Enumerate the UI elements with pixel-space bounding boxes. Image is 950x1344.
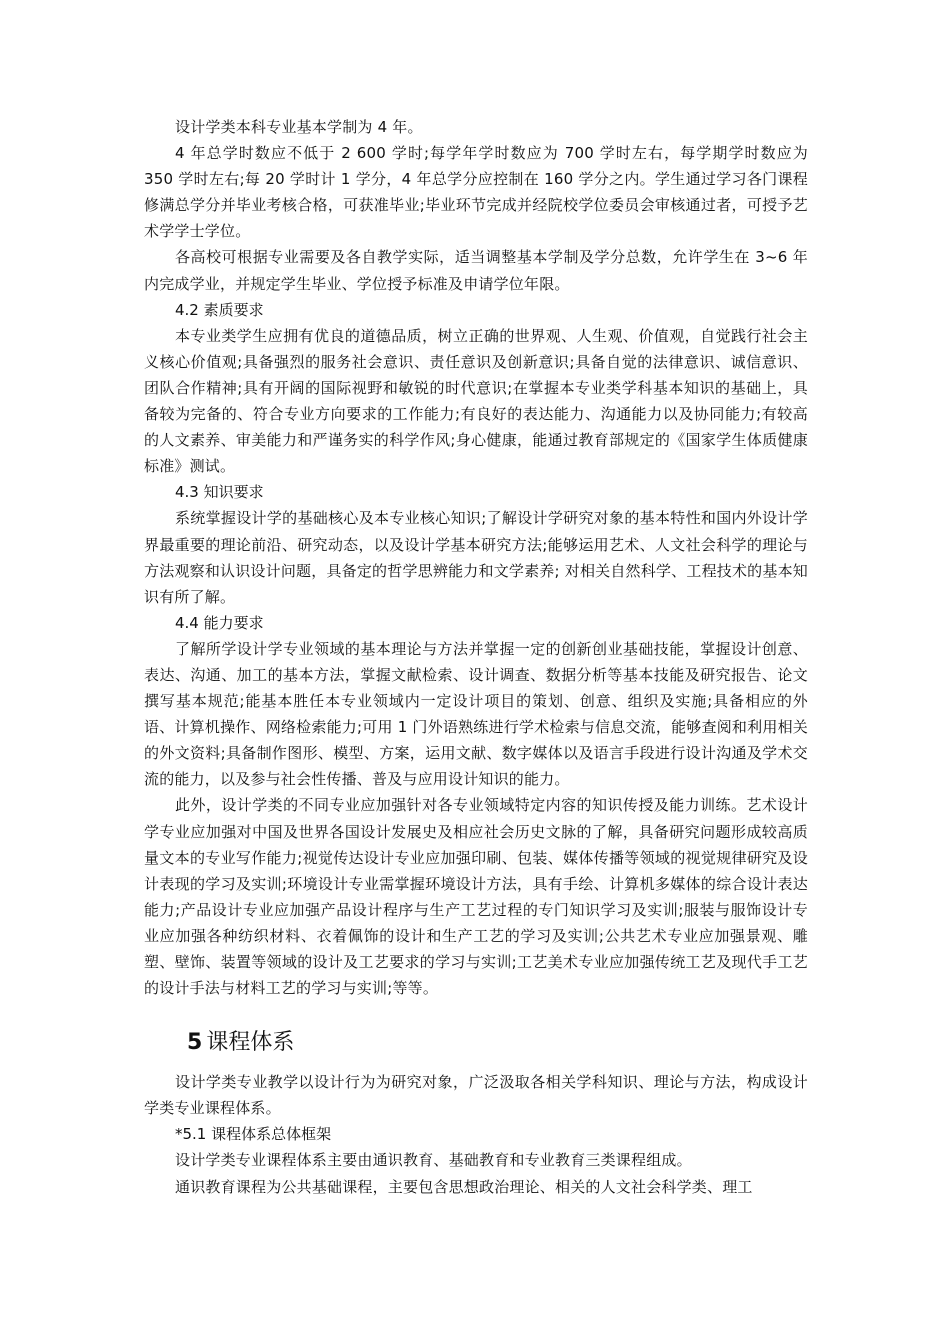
paragraph-specialty-training: 此外，设计学类的不同专业应加强针对各专业领域特定内容的知识传授及能力训练。艺术设计学专业应加强对中国及世界各国设计发展史及相应社会历史文脉的了解，具备研究问题形成较高质量文本的专业写作能力;视觉传达设计专业应加强印刷、包装、媒体传播等领域的视觉规律研究及设计表现的学习及实训;环境设计专业需掌握环境设计方法，具有手绘、计算机多媒体的综合设计表达能力;产品设计专业应加强产品设计程序与生产工艺过程的专门知识学习及实训;服装与服饰设计专业应加强各种纺织材料、衣着佩饰的设计和生产工艺的学习及实训;公共艺术专业应加强景观、雕塑、壁饰、装置等领域的设计及工艺要求的学习与实训;工艺美术专业应加强传统工艺及现代手工艺的设计手法与材料工艺的学习与实训;等等。 [144,796,808,998]
section-title: 课程体系 [206,1030,295,1056]
paragraph-curriculum-composition: 设计学类专业课程体系主要由通识教育、基础教育和专业教育三类课程组成。 [175,1151,692,1170]
paragraph-general-education: 通识教育课程为公共基础课程，主要包含思想政治理论、相关的人文社会科学类、理工 [175,1177,753,1196]
heading-4-3: 4.3 知识要求 [175,483,264,502]
paragraph-curriculum-intro: 设计学类专业教学以设计行为为研究对象，广泛汲取各相关学科知识、理论与方法，构成设计学类专业课程体系。 [144,1073,808,1118]
paragraph-flexibility: 各高校可根据专业需要及各自教学实际，适当调整基本学制及学分总数，允许学生在 3~6 年内完成学业，并规定学生毕业、学位授予标准及申请学位年限。 [144,248,808,293]
paragraph-credit-hours: 4 年总学时数应不低于 2 600 学时;每学年学时数应为 700 学时左右，每学期学时数应为 350 学时左右;每 20 学时计 1 学分，4 年总学分应控制在 160 学分之内。学生通过学习各门课程修满总学分并毕业考核合格，可获准毕业;毕业环节完成并经院校学位委员会审核通过者，可授予艺术学学士学位。 [144,144,808,241]
heading-4-2: 4.2 素质要求 [175,300,264,319]
section-heading-5 [144,1027,808,1059]
page-content [144,114,808,1200]
paragraph-knowledge-requirements: 系统掌握设计学的基础核心及本专业核心知识;了解设计学研究对象的基本特性和国内外设计学界最重要的理论前沿、研究动态，以及设计学基本研究方法;能够运用艺术、人文社会科学的理论与方法观察和认识设计问题，具备定的哲学思辨能力和文学素养; 对相关自然科学、工程技术的基本知识有所了解。 [144,509,808,606]
paragraph-duration: 设计学类本科专业基本学制为 4 年。 [175,118,423,136]
section-number: 5 [187,1030,203,1056]
paragraph-ability-requirements: 了解所学设计学专业领域的基本理论与方法并掌握一定的创新创业基础技能，掌握设计创意、表达、沟通、加工的基本方法，掌握文献检索、设计调查、数据分析等基本技能及研究报告、论文撰写基本规范;能基本胜任本专业领域内一定设计项目的策划、创意、组织及实施;具备相应的外语、计算机操作、网络检索能力;可用 1 门外语熟练进行学术检索与信息交流，能够查阅和利用相关的外文资料;具备制作图形、模型、方案，运用文献、数字媒体以及语言手段进行设计沟通及学术交流的能力，以及参与社会性传播、普及与应用设计知识的能力。 [144,639,808,789]
heading-4-4: 4.4 能力要求 [175,613,264,632]
paragraph-quality-requirements: 本专业类学生应拥有优良的道德品质，树立正确的世界观、人生观、价值观，自觉践行社会主义核心价值观;具备强烈的服务社会意识、责任意识及创新意识;具备自觉的法律意识、诚信意识、团队合作精神;具有开阔的国际视野和敏锐的时代意识;在掌握本专业类学科基本知识的基础上，具备较为完备的、符合专业方向要求的工作能力;有良好的表达能力、沟通能力以及协同能力;有较高的人文素养、审美能力和严谨务实的科学作风;身心健康，能通过教育部规定的《国家学生体质健康标准》测试。 [144,326,808,476]
heading-5-1: *5.1 课程体系总体框架 [175,1125,332,1144]
